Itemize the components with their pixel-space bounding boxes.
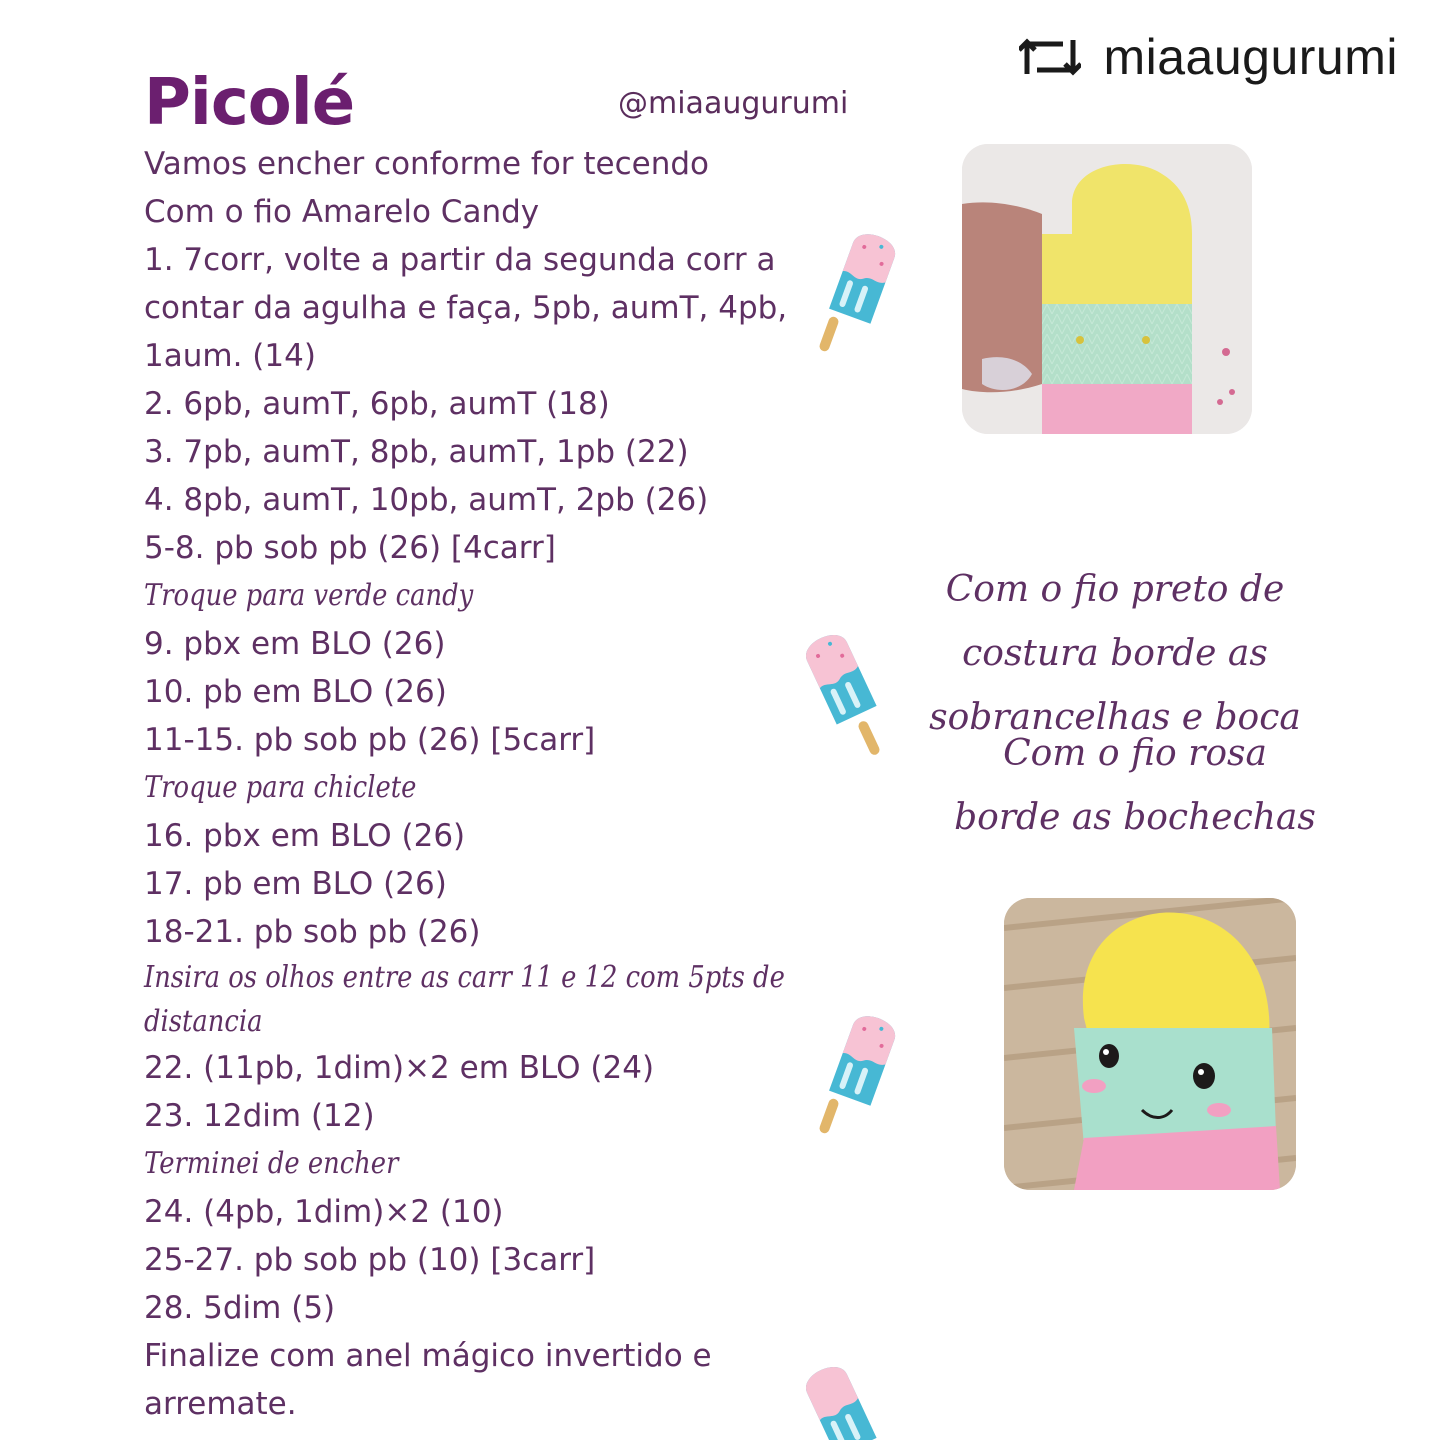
recipe-line: 1. 7corr, volte a partir da segunda corr a contar da agulha e faça, 5pb, aumT, 4pb, 1aum. (14) <box>144 242 798 374</box>
author-handle: @miaaugurumi <box>618 86 849 121</box>
popsicle-icon <box>810 1010 910 1140</box>
repost-username[interactable]: miaaugurumi <box>1103 29 1398 85</box>
page-title: Picolé <box>144 66 355 140</box>
repost-icon <box>1019 34 1081 80</box>
popsicle-icon <box>794 628 894 758</box>
embroidery-note-black: Com o fio preto de costura borde as sobrancelhas e boca <box>929 569 1301 738</box>
recipe-line: 16. pbx em BLO (26) <box>144 818 466 854</box>
recipe-steps <box>144 140 804 1428</box>
recipe-line: 2. 6pb, aumT, 6pb, aumT (18) <box>144 386 610 422</box>
recipe-line: 10. pb em BLO (26) <box>144 674 447 710</box>
recipe-line: 24. (4pb, 1dim)×2 (10) <box>144 1194 504 1230</box>
recipe-line: 23. 12dim (12) <box>144 1098 375 1134</box>
recipe-line: Vamos encher conforme for tecendo <box>144 146 710 182</box>
recipe-line: 28. 5dim (5) <box>144 1290 336 1326</box>
recipe-handwritten-note: Troque para chiclete <box>144 770 417 805</box>
crochet-photo-hand <box>962 144 1252 434</box>
crochet-photo-finished <box>1004 898 1296 1190</box>
recipe-line: 17. pb em BLO (26) <box>144 866 447 902</box>
embroidery-note-pink: Com o fio rosa borde as bochechas <box>954 733 1316 838</box>
recipe-line: 5-8. pb sob pb (26) [4carr] <box>144 530 556 566</box>
repost-header <box>1019 28 1398 86</box>
recipe-line: Com o fio Amarelo Candy <box>144 194 540 230</box>
recipe-line: 25-27. pb sob pb (10) [3carr] <box>144 1242 596 1278</box>
crochet-photo-hand-image <box>962 144 1252 434</box>
popsicle-icon <box>794 1360 894 1440</box>
crochet-photo-finished-image <box>1004 898 1296 1190</box>
recipe-line: 18-21. pb sob pb (26) <box>144 914 481 950</box>
popsicle-icon <box>810 228 910 358</box>
recipe-handwritten-note: Insira os olhos entre as carr 11 e 12 com 5pts de distancia <box>144 960 794 1039</box>
recipe-line: 9. pbx em BLO (26) <box>144 626 446 662</box>
recipe-handwritten-note: Terminei de encher <box>144 1146 399 1181</box>
recipe-line: 22. (11pb, 1dim)×2 em BLO (24) <box>144 1050 655 1086</box>
recipe-handwritten-note: Troque para verde candy <box>144 578 474 613</box>
recipe-line: Finalize com anel mágico invertido e arremate. <box>144 1338 722 1422</box>
recipe-line: 11-15. pb sob pb (26) [5carr] <box>144 722 596 758</box>
recipe-line: 3. 7pb, aumT, 8pb, aumT, 1pb (22) <box>144 434 689 470</box>
recipe-line: 4. 8pb, aumT, 10pb, aumT, 2pb (26) <box>144 482 709 518</box>
